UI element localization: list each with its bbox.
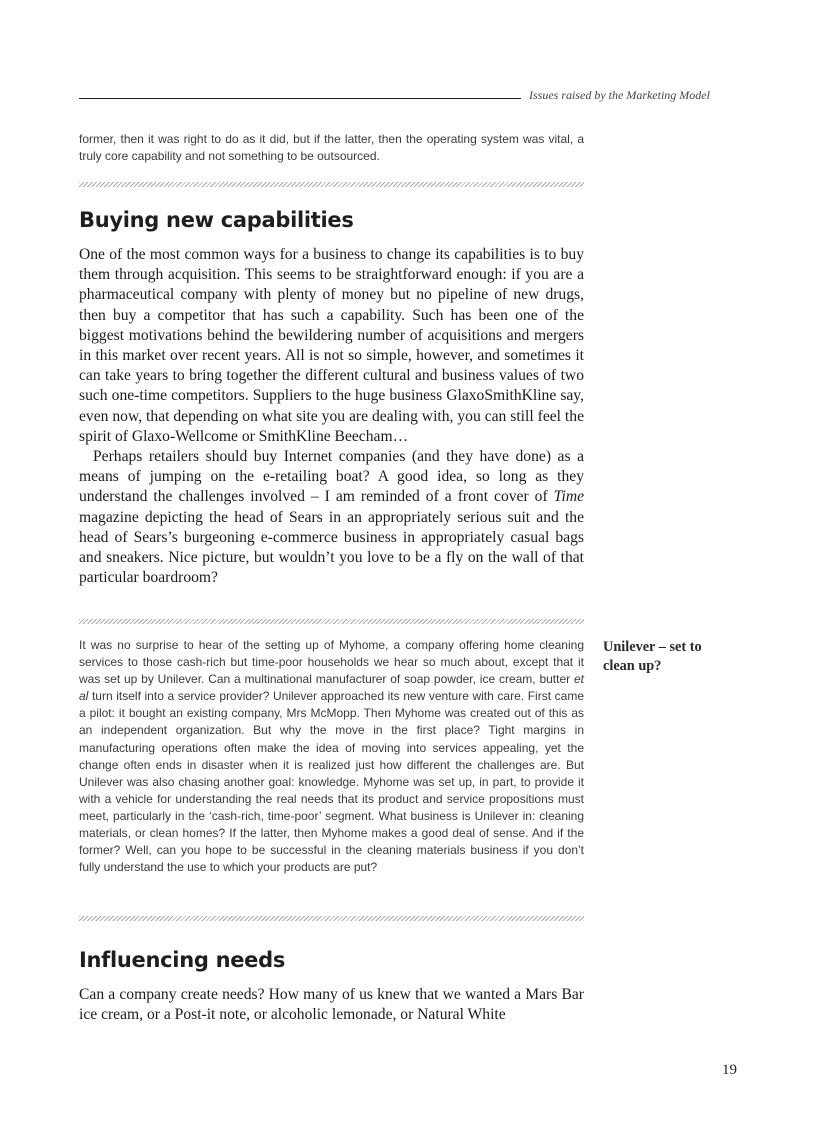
hatched-divider-top xyxy=(79,182,584,187)
section-body-buying-capabilities xyxy=(79,245,584,588)
case-study-text xyxy=(79,637,584,876)
body-paragraph xyxy=(79,447,584,588)
magazine-title: Time xyxy=(553,488,584,506)
section-heading-buying-capabilities: Buying new capabilities xyxy=(79,208,354,232)
body-paragraph: Can a company create needs? How many of us knew that we wanted a Mars Bar ice cream, or a Post-it note, or alcoholic lemonade, or Natural White xyxy=(79,986,584,1024)
section-body-influencing-needs xyxy=(79,985,584,1025)
body-paragraph: One of the most common ways for a business to change its capabilities is to buy them through acquisition. This seems to be straightforward enough: if you are a pharmaceutical company with plenty of money but no pipeline of new drugs, then buy a competitor that has such a capability. Such has been one of the biggest motivations behind the bewildering number of acquisitions and mergers in this market over recent years. All is not so simple, however, and sometimes it can take years to bring together the different cultural and business values of two such one-time competitors. Suppliers to the huge business GlaxoSmithKline say, even now, that depending on what site you are dealing with, you can still feel the spirit of Glaxo-Wellcome or SmithKline Beecham… xyxy=(79,246,584,445)
case-text: It was no surprise to hear of the setting up of Myhome, a company offering home cleaning services to those cash-rich but time-poor households we hear so much about, except that it was set up by Unilever. Can a multinational manufacturer of soap powder, ice cream, butter xyxy=(79,638,584,687)
hatched-divider-bottom xyxy=(79,916,584,921)
running-header-title: Issues raised by the Marketing Model xyxy=(529,88,710,102)
continued-case-text: former, then it was right to do as it did, but if the latter, then the operating system was vital, a truly core capability and not something to be outsourced. xyxy=(79,132,584,164)
case-study-margin-title: Unilever – set to clean up? xyxy=(603,639,702,674)
paragraph-text: Perhaps retailers should buy Internet companies (and they have done) as a means of jumping on the e-retailing boat? A good idea, so long as they understand the challenges involved – I am reminded of a front cover of xyxy=(79,448,584,506)
paragraph-text: magazine depicting the head of Sears in an appropriately serious suit and the head of Sears’s burgeoning e-commerce business in appropriately casual bags and sneakers. Nice picture, but wouldn’t you love to be a fly on the wall of that particular boardroom? xyxy=(79,508,584,587)
hatched-divider xyxy=(79,619,584,624)
case-text-italic: et al xyxy=(79,672,584,704)
page-number: 19 xyxy=(722,1062,737,1078)
case-text: turn itself into a service provider? Unilever approached its new venture with care. First came a pilot: it bought an existing company, Mrs McMopp. Then Myhome was created out of this as an independent organization. But why the move in the first place? Tight margins in manufacturing operations often make the idea of moving into services appealing, yet the change often ends in disaster when it is realized just how different the challenges are. But Unilever was also chasing another goal: knowledge. Myhome was set up, in part, to provide it with a vehicle for understanding the real needs that its product and service propositions must meet, particularly in the ‘cash-rich, time-poor’ segment. What business is Unilever in: cleaning materials, or clean homes? If the latter, then Myhome makes a good deal of sense. And if the former? Well, can you hope to be successful in the cleaning materials business if you don’t fully understand the use to which your products are put? xyxy=(79,689,584,875)
header-rule xyxy=(79,98,521,99)
section-heading-influencing-needs: Influencing needs xyxy=(79,948,286,972)
